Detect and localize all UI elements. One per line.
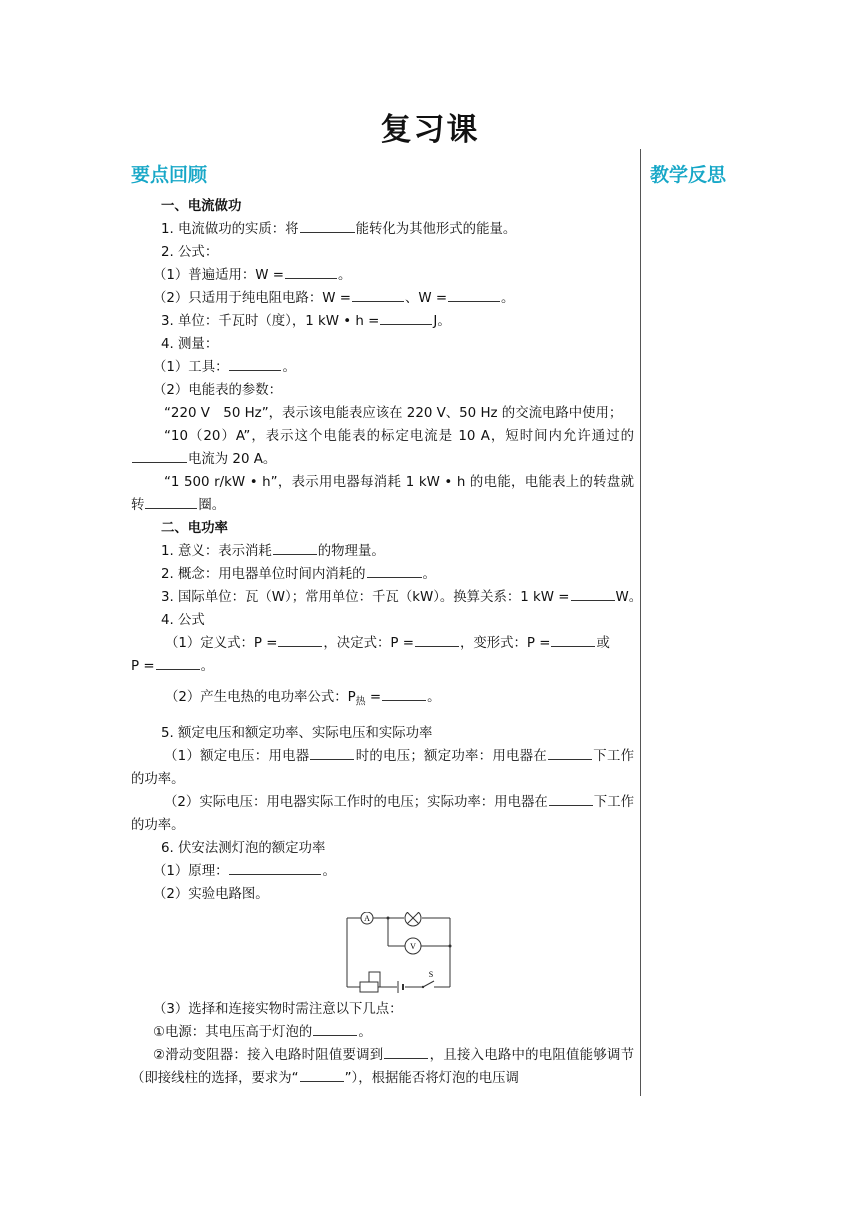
s1-line1: 1. 电流做功的实质：将 能转化为其他形式的能量。 <box>131 218 634 241</box>
s2-line3: 3. 国际单位：瓦（W）；常用单位：千瓦（kW）。换算关系：1 kW = W。 <box>131 586 634 609</box>
blank <box>278 632 322 647</box>
blank <box>313 1021 357 1036</box>
blank <box>415 632 459 647</box>
key-points-heading: 要点回顾 <box>131 164 208 186</box>
column-divider <box>640 149 641 1096</box>
s2-line4: 4. 公式 <box>161 613 205 628</box>
blank <box>145 494 197 509</box>
s2-line2: 2. 概念：用电器单位时间内消耗的 。 <box>131 563 634 586</box>
blank <box>300 218 355 233</box>
s1-line3: （1）普遍适用：W = 。 <box>131 264 634 287</box>
blank <box>571 586 615 601</box>
s2-para2: （2）实际电压：用电器实际工作时的电压；实际功率：用电器在 下工作的功率。 <box>131 791 634 837</box>
s2-line10: （1）原理： 。 <box>131 860 634 883</box>
s1-line2: 2. 公式： <box>161 245 219 260</box>
s1-line7: （1）工具： 。 <box>131 356 634 379</box>
blank <box>551 632 595 647</box>
s2-para3: ②滑动变阻器：接入电路时阻值要调到 ，且接入电路中的电阻值能够调节（即接线柱的选择，要求为“ ”），根据能否将灯泡的电压调 <box>131 1044 634 1090</box>
s1-line8: （2）电能表的参数： <box>153 383 283 398</box>
blank <box>367 563 422 578</box>
blank <box>285 264 337 279</box>
s2-line13: ①电源：其电压高于灯泡的 。 <box>131 1021 634 1044</box>
s1-line6: 4. 测量： <box>161 337 219 352</box>
s2-line9: 6. 伏安法测灯泡的额定功率 <box>161 840 326 856</box>
blank <box>380 310 432 325</box>
section1-title: 一、电流做功 <box>161 199 242 214</box>
blank <box>132 448 187 463</box>
blank <box>273 540 317 555</box>
blank <box>229 860 321 875</box>
blank <box>384 1044 428 1059</box>
blank <box>548 745 592 760</box>
blank <box>448 287 500 302</box>
s2-line1: 1. 意义：表示消耗 的物理量。 <box>131 540 634 563</box>
blank <box>352 287 404 302</box>
s2-line8: 5. 额定电压和额定功率、实际电压和实际功率 <box>161 725 433 741</box>
page-title: 复习课 <box>380 112 480 148</box>
s1-para3: “1 500 r/kW • h”，表示用电器每消耗 1 kW • h 的电能，电能表上的转盘就转 圈。 <box>131 475 634 513</box>
s2-line6: P = 。 <box>131 655 634 678</box>
blank <box>156 655 200 670</box>
voltmeter-label: V <box>410 941 416 951</box>
teaching-reflection-heading: 教学反思 <box>650 164 727 186</box>
lamp-symbol <box>405 912 421 926</box>
ammeter-label: A <box>364 913 370 923</box>
s1-line4: （2）只适用于纯电阻电路：W = 、W = 。 <box>131 287 634 310</box>
s2-para1: （1）额定电压：用电器 时的电压；额定功率：用电器在 下工作的功率。 <box>131 745 634 791</box>
blank <box>300 1067 344 1082</box>
section2-title: 二、电功率 <box>161 521 228 536</box>
review-content <box>131 195 643 1090</box>
blank <box>229 356 281 371</box>
s2-line7: （2）产生电热的电功率公式：$P_热$ = 。 <box>131 686 634 714</box>
s2-line11: （2）实验电路图。 <box>153 886 269 902</box>
blank <box>310 745 354 760</box>
s2-line12: （3）选择和连接实物时需注意以下几点： <box>153 1001 403 1017</box>
s1-para2: “10（20）A”，表示这个电能表的标定电流是 10 A，短时间内允许通过的电流为 20 A。 <box>131 425 634 471</box>
s2-line5: （1）定义式：P = ，决定式：P = ，变形式：P = 或 <box>131 632 634 655</box>
switch-label: S <box>428 969 434 979</box>
circuit-diagram <box>343 912 455 994</box>
blank <box>382 686 426 701</box>
s1-line5: 3. 单位：千瓦时（度），1 kW • h = J。 <box>131 310 634 333</box>
blank <box>549 791 593 806</box>
s1-para1: “220 V 50 Hz”，表示该电能表应该在 220 V、50 Hz 的交流电路中使用； <box>164 406 623 421</box>
